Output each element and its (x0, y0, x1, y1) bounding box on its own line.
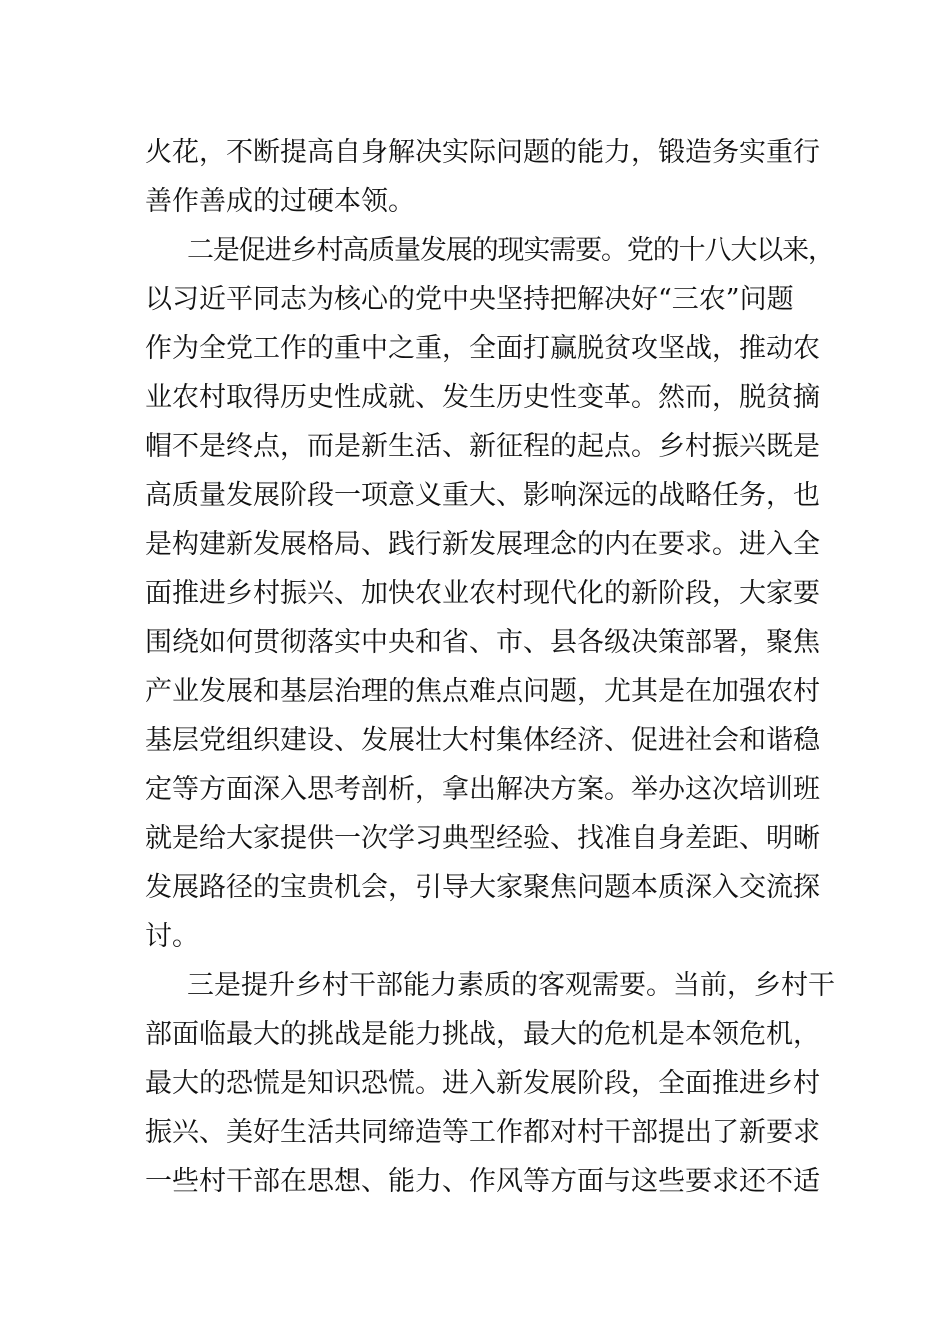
text-line: 善作善成的过硬本领。 (145, 186, 415, 217)
text-line: 三是提升乡村干部能力素质的客观需要。当前，乡村干 (187, 970, 835, 1001)
text-line: 是构建新发展格局、践行新发展理念的内在要求。进入全 (145, 529, 820, 560)
text-line: 火花，不断提高自身解决实际问题的能力，锻造务实重行 (145, 137, 820, 168)
text-line: 围绕如何贯彻落实中央和省、市、县各级决策部署，聚焦 (145, 627, 820, 658)
text-line: 最大的恐慌是知识恐慌。进入新发展阶段，全面推进乡村 (145, 1068, 820, 1099)
text-line: 二是促进乡村高质量发展的现实需要。党的十八大以来， (187, 235, 834, 266)
text-line: 一些村干部在思想、能力、作风等方面与这些要求还不适 (145, 1166, 820, 1197)
text-line: 业农村取得历史性成就、发生历史性变革。然而，脱贫摘 (145, 382, 820, 413)
text-line: 讨。 (145, 921, 199, 952)
text-line: 部面临最大的挑战是能力挑战，最大的危机是本领危机， (145, 1019, 820, 1050)
text-line: 产业发展和基层治理的焦点难点问题，尤其是在加强农村 (145, 676, 820, 707)
text-line: 帽不是终点，而是新生活、新征程的起点。乡村振兴既是 (145, 431, 820, 462)
text-line: 基层党组织建设、发展壮大村集体经济、促进社会和谐稳 (145, 725, 820, 756)
text-line: 发展路径的宝贵机会，引导大家聚焦问题本质深入交流探 (145, 872, 820, 903)
text-line: 作为全党工作的重中之重，全面打赢脱贫攻坚战，推动农 (145, 333, 820, 364)
text-line: 高质量发展阶段一项意义重大、影响深远的战略任务，也 (145, 480, 820, 511)
text-line: 以习近平同志为核心的党中央坚持把解决好“三农”问题 (145, 284, 794, 315)
text-line: 定等方面深入思考剖析，拿出解决方案。举办这次培训班 (145, 774, 820, 805)
text-line: 就是给大家提供一次学习典型经验、找准自身差距、明晰 (145, 823, 820, 854)
text-line: 面推进乡村振兴、加快农业农村现代化的新阶段，大家要 (145, 578, 820, 609)
body-text (145, 128, 835, 1206)
text-line: 振兴、美好生活共同缔造等工作都对村干部提出了新要求 (145, 1117, 820, 1148)
